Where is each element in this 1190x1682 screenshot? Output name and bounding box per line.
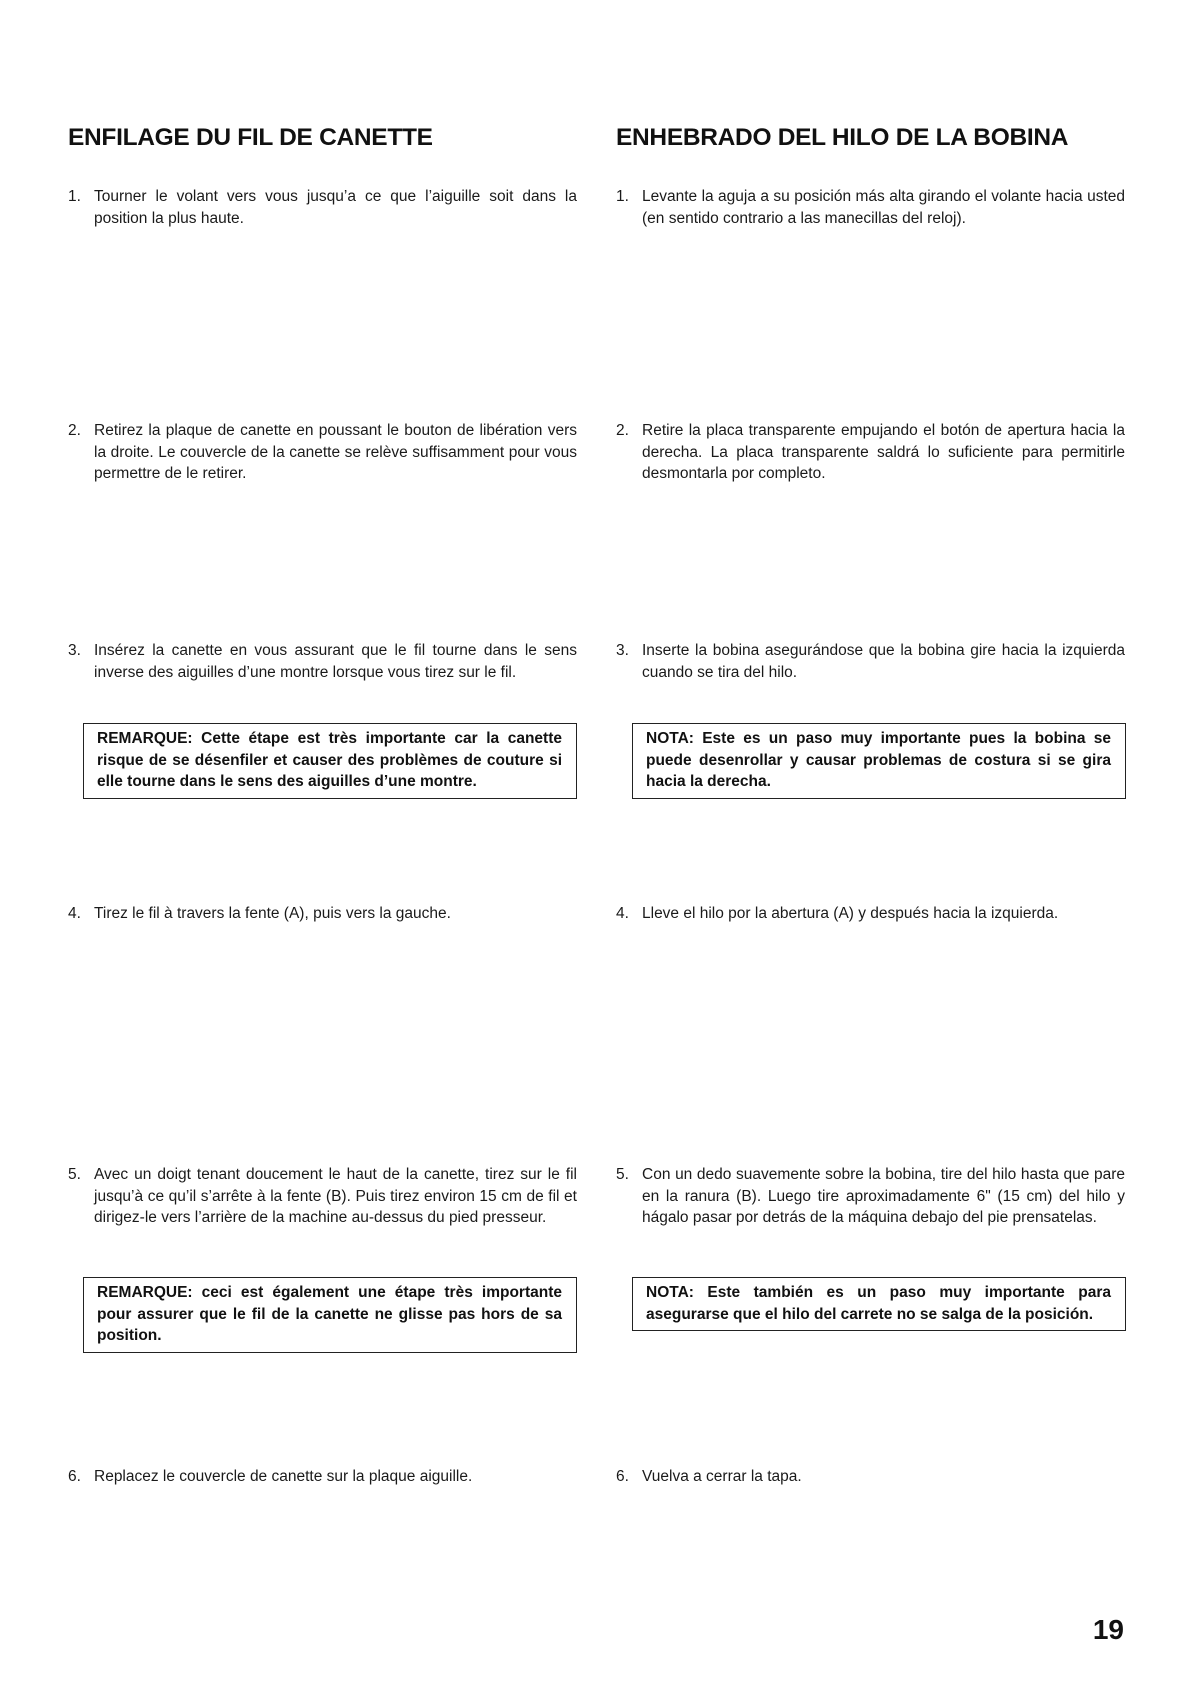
- step-text: Tourner le volant vers vous jusqu’a ce que l’aiguille soit dans la position la plus haute.: [94, 188, 577, 227]
- step-number: 6.: [616, 1468, 629, 1485]
- spanish-note-box-2: NOTA: Este también es un paso muy importante para asegurarse que el hilo del carrete no se salga de la posición.: [632, 1277, 1126, 1331]
- spanish-step-4: [616, 903, 1125, 925]
- spanish-step-6: [616, 1466, 1125, 1488]
- step-number: 1.: [616, 188, 629, 205]
- step-text: Retirez la plaque de canette en poussant le bouton de libération vers la droite. Le couvercle de la canette se relève suffisamment pour vous permettre de le retirer.: [94, 422, 577, 482]
- step-number: 2.: [616, 422, 629, 439]
- spanish-step-1: [616, 186, 1125, 229]
- spanish-note-box-1: NOTA: Este es un paso muy importante pues la bobina se puede desenrollar y causar problemas de costura si se gira hacia la derecha.: [632, 723, 1126, 799]
- step-text: Inserte la bobina asegurándose que la bobina gire hacia la izquierda cuando se tira del hilo.: [642, 642, 1125, 681]
- step-number: 5.: [68, 1166, 81, 1183]
- french-step-4: [68, 903, 577, 925]
- step-text: Avec un doigt tenant doucement le haut de la canette, tirez sur le fil jusqu’à ce qu’il s’arrête à la fente (B). Puis tirez environ 15 cm de fil et dirigez-le vers l’arrière de la machine au-dessus du pied presseur.: [94, 1166, 577, 1226]
- step-text: Insérez la canette en vous assurant que le fil tourne dans le sens inverse des aiguilles d’une montre lorsque vous tirez sur le fil.: [94, 642, 577, 681]
- step-number: 3.: [616, 642, 629, 659]
- step-number: 3.: [68, 642, 81, 659]
- step-number: 4.: [68, 905, 81, 922]
- step-number: 2.: [68, 422, 81, 439]
- french-note-box-1: REMARQUE: Cette étape est très importante car la canette risque de se désenfiler et causer des problèmes de couture si elle tourne dans le sens des aiguilles d’une montre.: [83, 723, 577, 799]
- french-step-5: [68, 1164, 577, 1229]
- step-text: Tirez le fil à travers la fente (A), puis vers la gauche.: [94, 905, 451, 922]
- french-note-box-2: REMARQUE: ceci est également une étape très importante pour assurer que le fil de la canette ne glisse pas hors de sa position.: [83, 1277, 577, 1353]
- french-step-3: [68, 640, 577, 683]
- step-text: Con un dedo suavemente sobre la bobina, tire del hilo hasta que pare en la ranura (B). Luego tire aproximadamente 6" (15 cm) del hilo y hágalo pasar por detrás de la máquina debajo del pie prensatelas.: [642, 1166, 1125, 1226]
- step-text: Lleve el hilo por la abertura (A) y después hacia la izquierda.: [642, 905, 1059, 922]
- spanish-section-title: ENHEBRADO DEL HILO DE LA BOBINA: [616, 124, 1069, 151]
- step-text: Vuelva a cerrar la tapa.: [642, 1468, 802, 1485]
- step-text: Levante la aguja a su posición más alta girando el volante hacia usted (en sentido contrario a las manecillas del reloj).: [642, 188, 1125, 227]
- step-text: Replacez le couvercle de canette sur la plaque aiguille.: [94, 1468, 473, 1485]
- spanish-step-3: [616, 640, 1125, 683]
- french-step-6: [68, 1466, 577, 1488]
- step-number: 4.: [616, 905, 629, 922]
- page-number: 19: [1092, 1614, 1124, 1645]
- step-number: 6.: [68, 1468, 81, 1485]
- french-step-1: [68, 186, 577, 229]
- french-section-title: ENFILAGE DU FIL DE CANETTE: [68, 124, 433, 151]
- spanish-step-5: [616, 1164, 1125, 1229]
- french-step-2: [68, 420, 577, 485]
- step-number: 5.: [616, 1166, 629, 1183]
- spanish-step-2: [616, 420, 1125, 485]
- step-number: 1.: [68, 188, 81, 205]
- step-text: Retire la placa transparente empujando el botón de apertura hacia la derecha. La placa transparente saldrá lo suficiente para permitirle desmontarla por completo.: [642, 422, 1125, 482]
